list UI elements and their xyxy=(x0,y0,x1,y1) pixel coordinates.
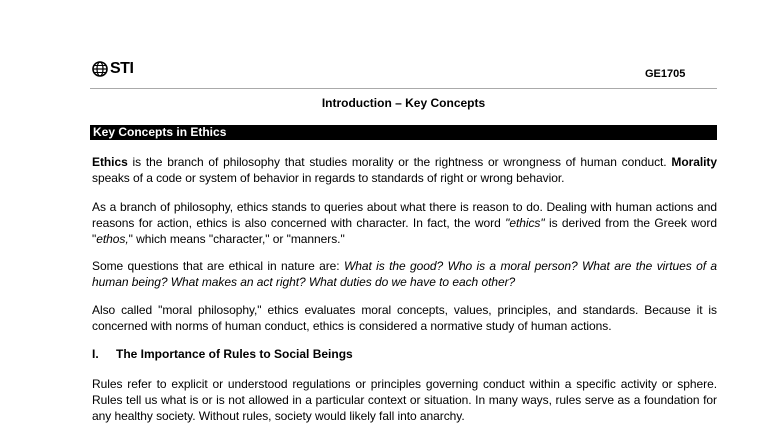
paragraph-ethics-definition xyxy=(92,154,717,186)
subheading-rules xyxy=(92,347,353,361)
paragraph-text: " which means "character," or "manners." xyxy=(128,232,345,246)
globe-icon xyxy=(92,61,108,77)
section-header: Key Concepts in Ethics xyxy=(90,125,717,140)
term-morality: Morality xyxy=(671,155,717,169)
italic-questions: What is the good? Who is a moral person? What are the virtues of a human being? What makes an act right? What duties do we have to each other? xyxy=(92,259,718,289)
sti-logo xyxy=(92,60,133,78)
subheading-number: I. xyxy=(92,347,99,361)
logo-text: STI xyxy=(110,60,134,77)
paragraph-text: speaks of a code or system of behavior in regards to standards of right or wrong behavior. xyxy=(92,171,565,185)
subheading-text: The Importance of Rules to Social Beings xyxy=(116,347,353,361)
paragraph-text: Also called "moral philosophy," ethics evaluates moral concepts, values, principles, and standards. Because it is concerned with norms of human conduct, ethics is considered a normative study of human actions. xyxy=(92,303,717,333)
paragraph-text: As a branch of philosophy, ethics stands to queries about what there is reason to do. Dealing with human actions and reasons for action, ethics is also concerned with character. In fact, the word xyxy=(92,200,717,230)
paragraph-branch xyxy=(92,199,717,247)
italic-ethics: "ethics" xyxy=(505,216,545,230)
paragraph-questions xyxy=(92,258,717,290)
paragraph-text: is derived from the Greek word " xyxy=(92,216,717,246)
term-ethics: Ethics xyxy=(92,155,128,169)
paragraph-text: is the branch of philosophy that studies morality or the rightness or wrongness of human conduct. xyxy=(127,155,672,169)
paragraph-moral-philosophy xyxy=(92,302,717,334)
header-divider xyxy=(90,88,717,89)
document-title: Introduction – Key Concepts xyxy=(321,96,486,110)
italic-ethos: ethos, xyxy=(96,232,129,246)
paragraph-rules xyxy=(92,376,717,424)
course-code: GE1705 xyxy=(645,68,686,80)
paragraph-text: Some questions that are ethical in nature are: xyxy=(92,259,344,273)
paragraph-text: Rules refer to explicit or understood regulations or principles governing conduct within a specific activity or sphere. Rules tell us what is or is not allowed in a particular context or situation. In many ways, rules serve as a foundation for any healthy society. Without rules, society would likely fall into anarchy. xyxy=(92,377,717,423)
